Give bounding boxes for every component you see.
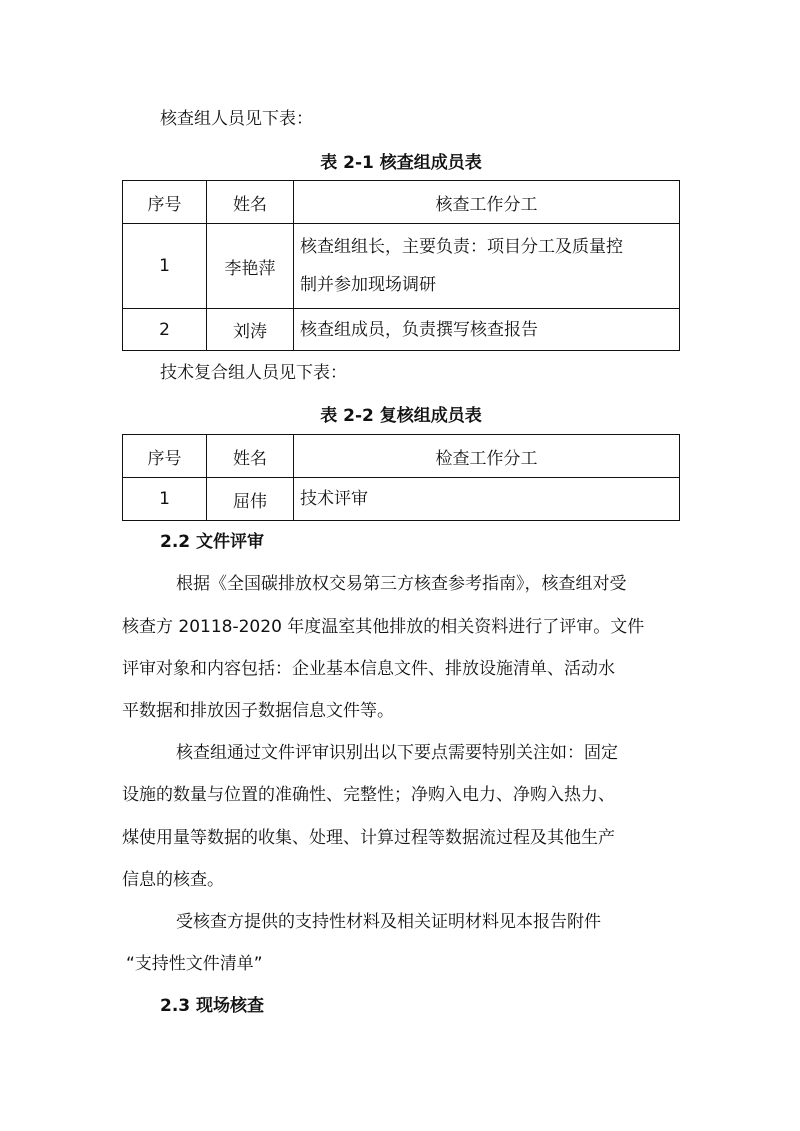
header-no: 序号 — [123, 435, 207, 478]
header-duty: 核查工作分工 — [294, 181, 680, 224]
table1-caption: 表 2-1 核查组成员表 — [320, 153, 482, 173]
header-name: 姓名 — [207, 181, 294, 224]
table2-caption: 表 2-2 复核组成员表 — [320, 406, 482, 426]
row-duty: 核查组成员，负责撰写核查报告 — [294, 309, 680, 351]
header-no: 序号 — [123, 181, 207, 224]
intro-text-2: 技术复合组人员见下表： — [160, 363, 347, 383]
table-row — [123, 224, 680, 309]
row-no: 2 — [123, 309, 207, 351]
table-row — [123, 478, 680, 521]
paragraph-line: 煤使用量等数据的收集、处理、计算过程等数据流过程及其他生产 — [122, 828, 615, 848]
team-table — [122, 180, 680, 351]
row-duty-line: 核查组组长，主要负责：项目分工及质量控 — [300, 237, 623, 257]
row-duty — [294, 224, 680, 309]
paragraph-line: 核查组通过文件评审识别出以下要点需要特别关注如：固定 — [176, 743, 618, 763]
paragraph-line: 平数据和排放因子数据信息文件等。 — [122, 701, 394, 721]
paragraph-line: “支持性文件清单” — [126, 954, 263, 974]
row-name: 屈伟 — [207, 478, 294, 521]
section-2-3-heading: 2.3 现场核查 — [160, 996, 265, 1016]
header-duty: 检查工作分工 — [294, 435, 680, 478]
table-header-row — [123, 435, 680, 478]
paragraph-line: 根据《全国碳排放权交易第三方核查参考指南》，核查组对受 — [176, 574, 627, 594]
row-no: 1 — [123, 478, 207, 521]
review-table — [122, 434, 680, 521]
paragraph-line: 评审对象和内容包括：企业基本信息文件、排放设施清单、活动水 — [122, 659, 615, 679]
intro-text-1: 核查组人员见下表： — [160, 109, 313, 129]
row-name: 刘涛 — [207, 309, 294, 351]
table-header-row — [123, 181, 680, 224]
paragraph-line: 信息的核查。 — [122, 870, 224, 890]
paragraph-line: 受核查方提供的支持性材料及相关证明材料见本报告附件 — [176, 912, 601, 932]
paragraph-line: 核查方 20118-2020 年度温室其他排放的相关资料进行了评审。文件 — [122, 617, 645, 637]
row-duty: 技术评审 — [294, 478, 680, 521]
header-name: 姓名 — [207, 435, 294, 478]
row-name: 李艳萍 — [207, 224, 294, 309]
table-row — [123, 309, 680, 351]
row-duty-line: 制并参加现场调研 — [300, 275, 436, 295]
section-2-2-heading: 2.2 文件评审 — [160, 532, 265, 552]
row-no: 1 — [123, 224, 207, 309]
paragraph-line: 设施的数量与位置的准确性、完整性；净购入电力、净购入热力、 — [122, 785, 615, 805]
